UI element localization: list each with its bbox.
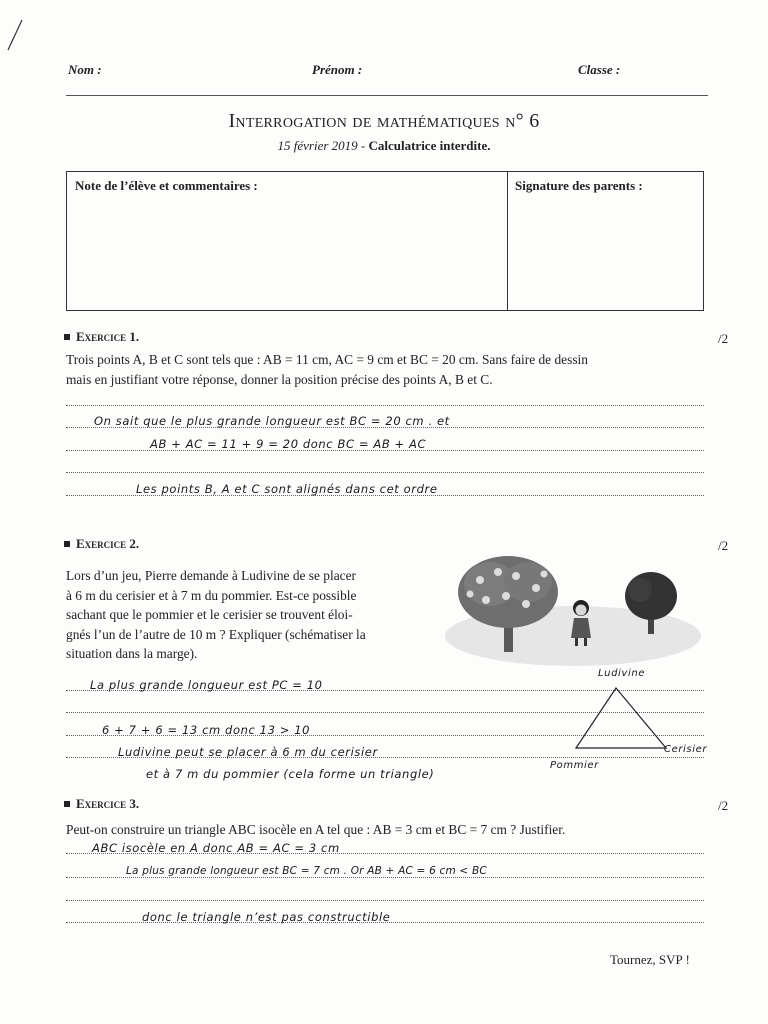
- statement-line: Peut-on construire un triangle ABC isocèle en A tel que : AB = 3 cm et BC = 7 cm ? Justifier.: [66, 822, 566, 837]
- page-subtitle: [0, 138, 768, 154]
- header-divider: [66, 95, 708, 96]
- grade-box: [66, 171, 704, 311]
- exercise-2-score: /2: [718, 538, 729, 553]
- grade-comments-label: Note de l’élève et commentaires :: [75, 178, 258, 193]
- classe-label: Classe :: [578, 62, 621, 77]
- sketch-label-pommier: Pommier: [550, 760, 599, 771]
- statement-line: à 6 m du cerisier et à 7 m du pommier. Est-ce possible: [66, 587, 357, 603]
- triangle-sketch: [568, 686, 668, 750]
- handwritten-answer: et à 7 m du pommier (cela forme un triangle): [146, 767, 435, 781]
- exercise-1-score: /2: [718, 331, 729, 346]
- nom-label: Nom :: [68, 62, 102, 77]
- handwritten-answer: ABC isocèle en A donc AB = AC = 3 cm: [92, 841, 340, 855]
- grade-box-divider: [507, 172, 508, 310]
- statement-line: Lors d’un jeu, Pierre demande à Ludivine de se placer: [66, 568, 357, 583]
- exercise-1-heading: Exercice 1.: [64, 329, 139, 345]
- answer-line: [66, 899, 704, 901]
- parent-signature-label: Signature des parents :: [515, 178, 643, 193]
- exercise-3-score: /2: [718, 798, 729, 813]
- exercise-3-statement: [66, 820, 565, 840]
- handwritten-answer: Les points B, A et C sont alignés dans cet ordre: [136, 482, 438, 496]
- pen-stroke-mark: [4, 18, 24, 52]
- calculator-rule: Calculatrice interdite.: [368, 138, 491, 153]
- handwritten-answer: Ludivine peut se placer à 6 m du cerisier: [118, 745, 378, 759]
- handwritten-answer: On sait que le plus grande longueur est BC = 20 cm . et: [94, 414, 450, 428]
- page-title: Interrogation de mathématiques n° 6: [228, 110, 540, 132]
- prenom-label: Prénom :: [312, 62, 363, 77]
- statement-line: mais en justifiant votre réponse, donner la position précise des points A, B et C.: [66, 371, 493, 387]
- handwritten-answer: AB + AC = 11 + 9 = 20 donc BC = AB + AC: [150, 437, 427, 451]
- turn-page-note: Tournez, SVP !: [610, 952, 690, 967]
- exercise-3-heading: Exercice 3.: [64, 796, 139, 812]
- statement-line: gnés l’un de l’autre de 10 m ? Expliquer (schématiser la: [66, 626, 366, 642]
- exercise-2-heading: Exercice 2.: [64, 536, 139, 552]
- answer-line: [66, 404, 704, 406]
- trees-and-girl-illustration: [440, 552, 706, 670]
- exam-date: 15 février 2019 -: [277, 138, 366, 153]
- handwritten-answer: La plus grande longueur est BC = 7 cm . Or AB + AC = 6 cm < BC: [126, 865, 487, 877]
- answer-line: [66, 471, 704, 473]
- sketch-label-ludivine: Ludivine: [598, 668, 646, 679]
- statement-line: sachant que le pommier et le cerisier se trouvent éloi-: [66, 607, 353, 622]
- handwritten-answer: 6 + 7 + 6 = 13 cm donc 13 > 10: [102, 723, 311, 737]
- statement-line: Trois points A, B et C sont tels que : AB = 11 cm, AC = 9 cm et BC = 20 cm. Sans faire de dessin: [66, 352, 588, 367]
- exercise-2-statement: [66, 566, 366, 664]
- student-info-header: [68, 62, 708, 80]
- exercise-1-statement: [66, 350, 588, 389]
- statement-line: situation dans la marge).: [66, 646, 198, 661]
- handwritten-answer: donc le triangle n’est pas constructible: [142, 910, 391, 924]
- handwritten-answer: La plus grande longueur est PC = 10: [90, 678, 323, 692]
- sketch-label-cerisier: Cerisier: [664, 744, 708, 755]
